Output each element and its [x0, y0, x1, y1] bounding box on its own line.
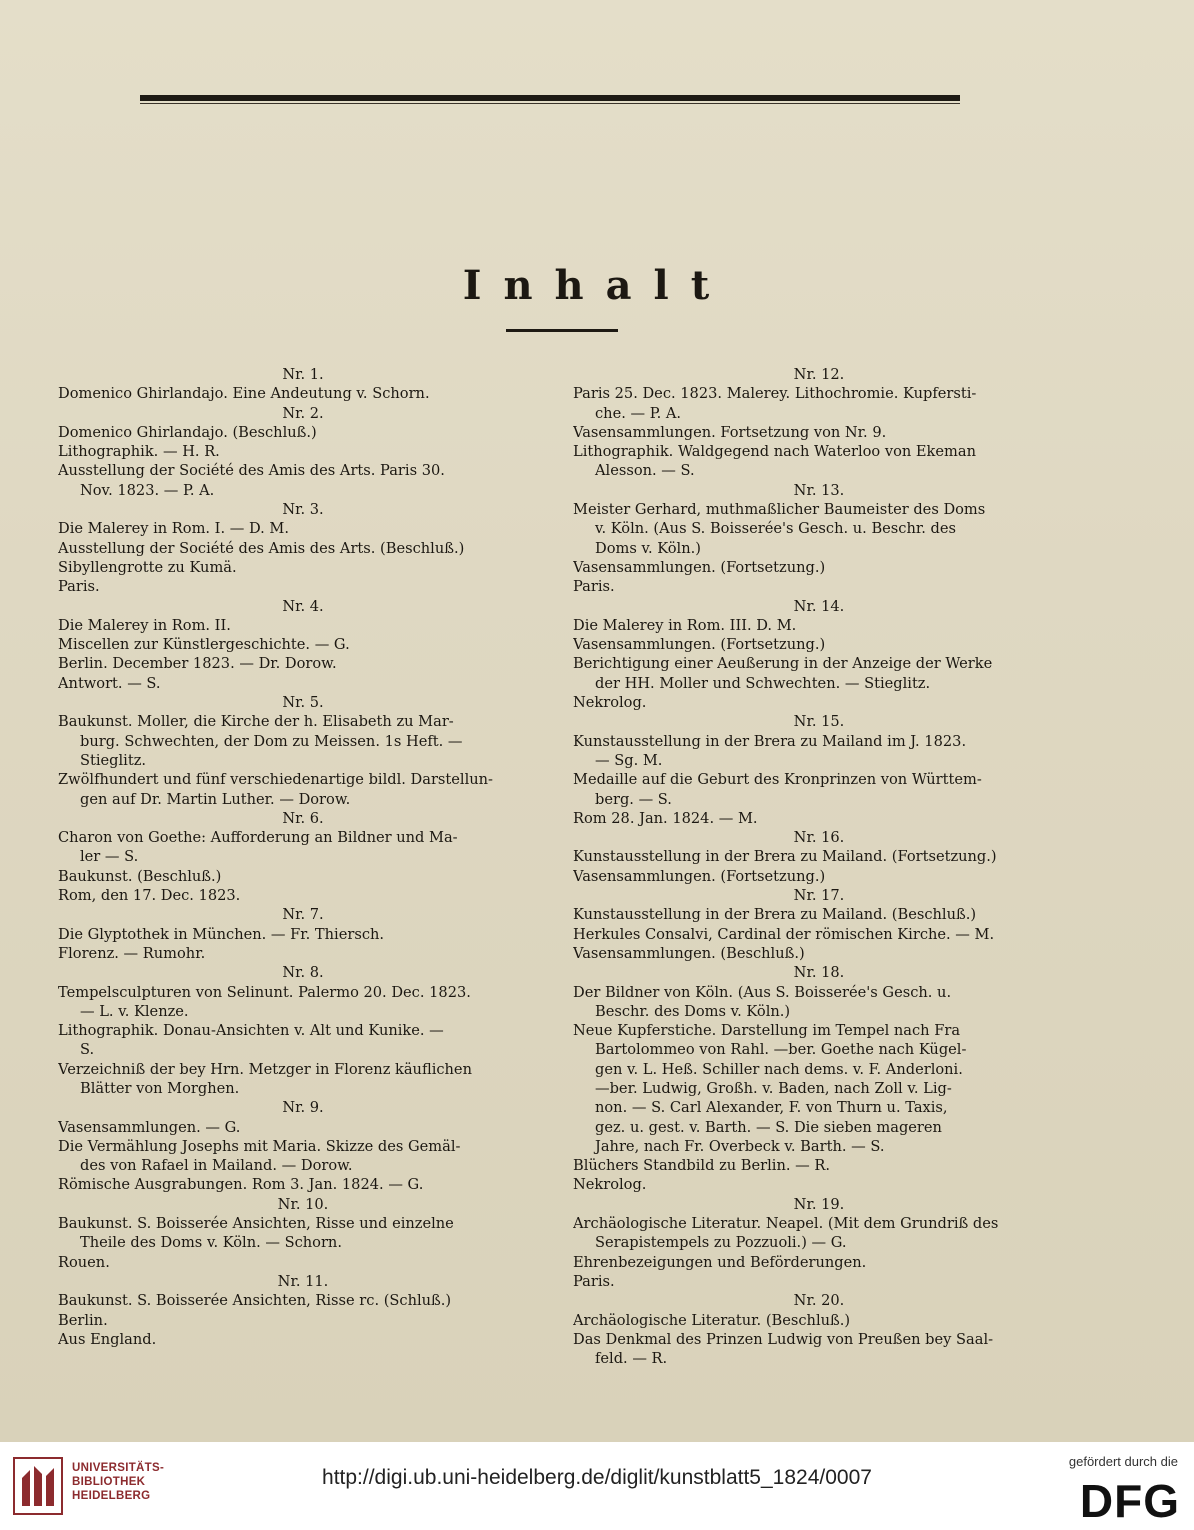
toc-entry-line: v. Köln. (Aus S. Boisserée's Gesch. u. Beschr. des — [595, 520, 956, 538]
toc-entry-line: Charon von Goethe: Aufforderung an Bildner und Ma- — [58, 829, 458, 847]
toc-entry-line: Die Malerey in Rom. II. — [58, 616, 231, 634]
toc-entry-line: Domenico Ghirlandajo. Eine Andeutung v. Schorn. — [58, 385, 430, 403]
toc-entry-line: Kunstausstellung in der Brera zu Mailand. (Beschluß.) — [573, 906, 977, 924]
toc-entry-line: Vasensammlungen. (Beschluß.) — [573, 944, 805, 962]
section-number: Nr. 7. — [282, 906, 324, 924]
toc-left-column — [58, 365, 548, 1349]
toc-entry-line: feld. — R. — [595, 1350, 668, 1368]
section-number: Nr. 5. — [282, 694, 324, 712]
toc-entry-line: non. — S. Carl Alexander, F. von Thurn u. Taxis, — [595, 1099, 948, 1117]
toc-entry-line: — L. v. Klenze. — [80, 1002, 189, 1020]
toc-entry-line: Theile des Doms v. Köln. — Schorn. — [80, 1234, 342, 1252]
section-number: Nr. 8. — [282, 964, 324, 982]
page-title: Inhalt — [462, 262, 732, 309]
library-name-line-3: HEIDELBERG — [72, 1490, 151, 1502]
viewer-footer — [0, 1442, 1194, 1530]
toc-entry-line: —ber. Ludwig, Großh. v. Baden, nach Zoll v. Lig- — [595, 1079, 952, 1097]
section-number: Nr. 15. — [793, 713, 845, 731]
toc-entry-line: Alesson. — S. — [595, 462, 695, 480]
section-number: Nr. 4. — [282, 597, 324, 615]
library-name-line-2: BIBLIOTHEK — [72, 1476, 146, 1488]
section-number: Nr. 10. — [277, 1195, 329, 1213]
toc-entry-line: Domenico Ghirlandajo. (Beschluß.) — [58, 423, 317, 441]
toc-entry-line: Rom 28. Jan. 1824. — M. — [573, 809, 758, 827]
toc-entry-line: Kunstausstellung in der Brera zu Mailand im J. 1823. — [573, 732, 967, 750]
toc-entry-line: Lithographik. — H. R. — [58, 443, 220, 461]
toc-entry-line: Medaille auf die Geburt des Kronprinzen von Württem- — [573, 771, 982, 789]
toc-entry-line: Blüchers Standbild zu Berlin. — R. — [573, 1157, 831, 1175]
section-number: Nr. 18. — [793, 964, 845, 982]
toc-entry-line: Paris. — [573, 578, 615, 596]
toc-entry-line: Lithographik. Waldgegend nach Waterloo von Ekeman — [573, 443, 976, 461]
toc-entry-line: S. — [80, 1041, 95, 1059]
toc-entry-line: Vasensammlungen. — G. — [58, 1118, 241, 1136]
toc-right-column — [573, 365, 1065, 1368]
toc-entry-line: Kunstausstellung in der Brera zu Mailand. (Fortsetzung.) — [573, 848, 997, 866]
toc-entry-line: Berlin. — [58, 1311, 108, 1329]
section-number: Nr. 12. — [793, 366, 845, 383]
toc-entry-line: Zwölfhundert und fünf verschiedenartige bildl. Darstellun- — [58, 771, 493, 789]
toc-entry-line: Paris. — [573, 1272, 615, 1290]
toc-entry-line: Berlin. December 1823. — Dr. Dorow. — [58, 655, 337, 673]
toc-entry-line: Das Denkmal des Prinzen Ludwig von Preußen bey Saal- — [573, 1330, 994, 1348]
toc-entry-line: berg. — S. — [595, 790, 672, 808]
toc-entry-line: Nov. 1823. — P. A. — [80, 481, 215, 499]
toc-entry-line: Die Malerey in Rom. I. — D. M. — [58, 520, 289, 538]
section-number: Nr. 19. — [793, 1195, 845, 1213]
toc-entry-line: gen v. L. Heß. Schiller nach dems. v. F. Anderloni. — [595, 1060, 963, 1078]
toc-entry-line: Die Malerey in Rom. III. D. M. — [573, 616, 797, 634]
title-underline — [506, 329, 618, 332]
funding-label: gefördert durch die — [1068, 1454, 1178, 1469]
toc-entry-line: des von Rafael in Mailand. — Dorow. — [80, 1157, 353, 1175]
toc-entry-line: der HH. Moller und Schwechten. — Stieglitz. — [595, 674, 931, 692]
toc-entry-line: Aus England. — [58, 1330, 157, 1348]
toc-entry-line: Antwort. — S. — [58, 674, 161, 692]
section-number: Nr. 11. — [277, 1272, 329, 1290]
toc-entry-line: Baukunst. S. Boisserée Ansichten, Risse rc. (Schluß.) — [58, 1292, 452, 1310]
toc-entry-line: Nekrolog. — [573, 694, 647, 712]
toc-entry-line: Florenz. — Rumohr. — [58, 944, 206, 962]
toc-entry-line: Ehrenbezeigungen und Beförderungen. — [573, 1253, 867, 1271]
toc-entry-line: — Sg. M. — [595, 751, 663, 769]
section-number: Nr. 9. — [282, 1099, 324, 1117]
toc-entry-line: Paris. — [58, 578, 100, 596]
section-number: Nr. 17. — [793, 887, 845, 905]
section-number: Nr. 16. — [793, 829, 845, 847]
section-number: Nr. 2. — [282, 404, 324, 422]
section-number: Nr. 3. — [282, 501, 324, 519]
toc-entry-line: burg. Schwechten, der Dom zu Meissen. 1s Heft. — — [80, 732, 463, 750]
toc-entry-line: Sibyllengrotte zu Kumä. — [58, 558, 237, 576]
toc-entry-line: Baukunst. (Beschluß.) — [58, 867, 222, 885]
toc-entry-line: Jahre, nach Fr. Overbeck v. Barth. — S. — [595, 1137, 885, 1155]
dfg-logo[interactable]: DFG — [1079, 1475, 1180, 1527]
toc-entry-line: Vasensammlungen. (Fortsetzung.) — [573, 636, 826, 654]
toc-entry-line: Römische Ausgrabungen. Rom 3. Jan. 1824. — G. — [58, 1176, 424, 1194]
section-number: Nr. 14. — [793, 597, 845, 615]
toc-entry-line: Herkules Consalvi, Cardinal der römischen Kirche. — M. — [573, 925, 995, 943]
toc-entry-line: Doms v. Köln.) — [595, 539, 701, 557]
toc-entry-line: Berichtigung einer Aeußerung in der Anzeige der Werke — [573, 655, 993, 673]
toc-entry-line: Rom, den 17. Dec. 1823. — [58, 887, 241, 905]
toc-entry-line: Serapistempels zu Pozzuoli.) — G. — [595, 1234, 847, 1252]
toc-entry-line: Lithographik. Donau-Ansichten v. Alt und Kunike. — — [58, 1022, 444, 1040]
toc-entry-line: Beschr. des Doms v. Köln.) — [595, 1002, 791, 1020]
permalink-url[interactable]: http://digi.ub.uni-heidelberg.de/diglit/kunstblatt5_1824/0007 — [322, 1466, 872, 1489]
toc-entry-line: Ausstellung der Société des Amis des Arts. Paris 30. — [58, 462, 445, 480]
toc-entry-line: Baukunst. Moller, die Kirche der h. Elisabeth zu Mar- — [58, 713, 454, 731]
toc-entry-line: ler — S. — [80, 848, 139, 866]
toc-entry-line: Meister Gerhard, muthmaßlicher Baumeister des Doms — [573, 501, 986, 519]
library-name-line-1: UNIVERSITÄTS- — [72, 1462, 165, 1474]
toc-entry-line: Archäologische Literatur. Neapel. (Mit dem Grundriß des — [573, 1215, 999, 1233]
toc-entry-line: Stieglitz. — [80, 751, 147, 769]
section-number: Nr. 6. — [282, 809, 324, 827]
toc-entry-line: Verzeichniß der bey Hrn. Metzger in Florenz käuflichen — [58, 1060, 472, 1078]
toc-entry-line: Miscellen zur Künstlergeschichte. — G. — [58, 636, 350, 654]
toc-entry-line: Rouen. — [58, 1253, 110, 1271]
toc-entry-line: Vasensammlungen. (Fortsetzung.) — [573, 558, 826, 576]
toc-entry-line: gen auf Dr. Martin Luther. — Dorow. — [80, 790, 351, 808]
section-number: Nr. 1. — [282, 366, 324, 383]
toc-entry-line: Die Glyptothek in München. — Fr. Thiersch. — [58, 925, 385, 943]
header-rule — [140, 95, 960, 101]
header-rule-thin — [140, 103, 960, 104]
toc-entry-line: Archäologische Literatur. (Beschluß.) — [573, 1311, 851, 1329]
toc-entry-line: Tempelsculpturen von Selinunt. Palermo 20. Dec. 1823. — [58, 983, 471, 1001]
toc-entry-line: Bartolommeo von Rahl. —ber. Goethe nach Kügel- — [595, 1041, 967, 1059]
toc-entry-line: gez. u. gest. v. Barth. — S. Die sieben mageren — [595, 1118, 942, 1136]
section-number: Nr. 13. — [793, 481, 845, 499]
toc-entry-line: che. — P. A. — [595, 404, 682, 422]
toc-entry-line: Die Vermählung Josephs mit Maria. Skizze des Gemäl- — [58, 1137, 461, 1155]
section-number: Nr. 20. — [793, 1292, 845, 1310]
toc-entry-line: Neue Kupferstiche. Darstellung im Tempel nach Fra — [573, 1022, 961, 1040]
toc-entry-line: Ausstellung der Société des Amis des Arts. (Beschluß.) — [58, 539, 465, 557]
toc-entry-line: Baukunst. S. Boisserée Ansichten, Risse und einzelne — [58, 1215, 454, 1233]
toc-entry-line: Der Bildner von Köln. (Aus S. Boisserée's Gesch. u. — [573, 983, 952, 1001]
toc-entry-line: Blätter von Morghen. — [80, 1079, 240, 1097]
toc-entry-line: Nekrolog. — [573, 1176, 647, 1194]
toc-entry-line: Vasensammlungen. (Fortsetzung.) — [573, 867, 826, 885]
toc-entry-line: Paris 25. Dec. 1823. Malerey. Lithochromie. Kupfersti- — [573, 385, 977, 403]
toc-entry-line: Vasensammlungen. Fortsetzung von Nr. 9. — [573, 423, 887, 441]
